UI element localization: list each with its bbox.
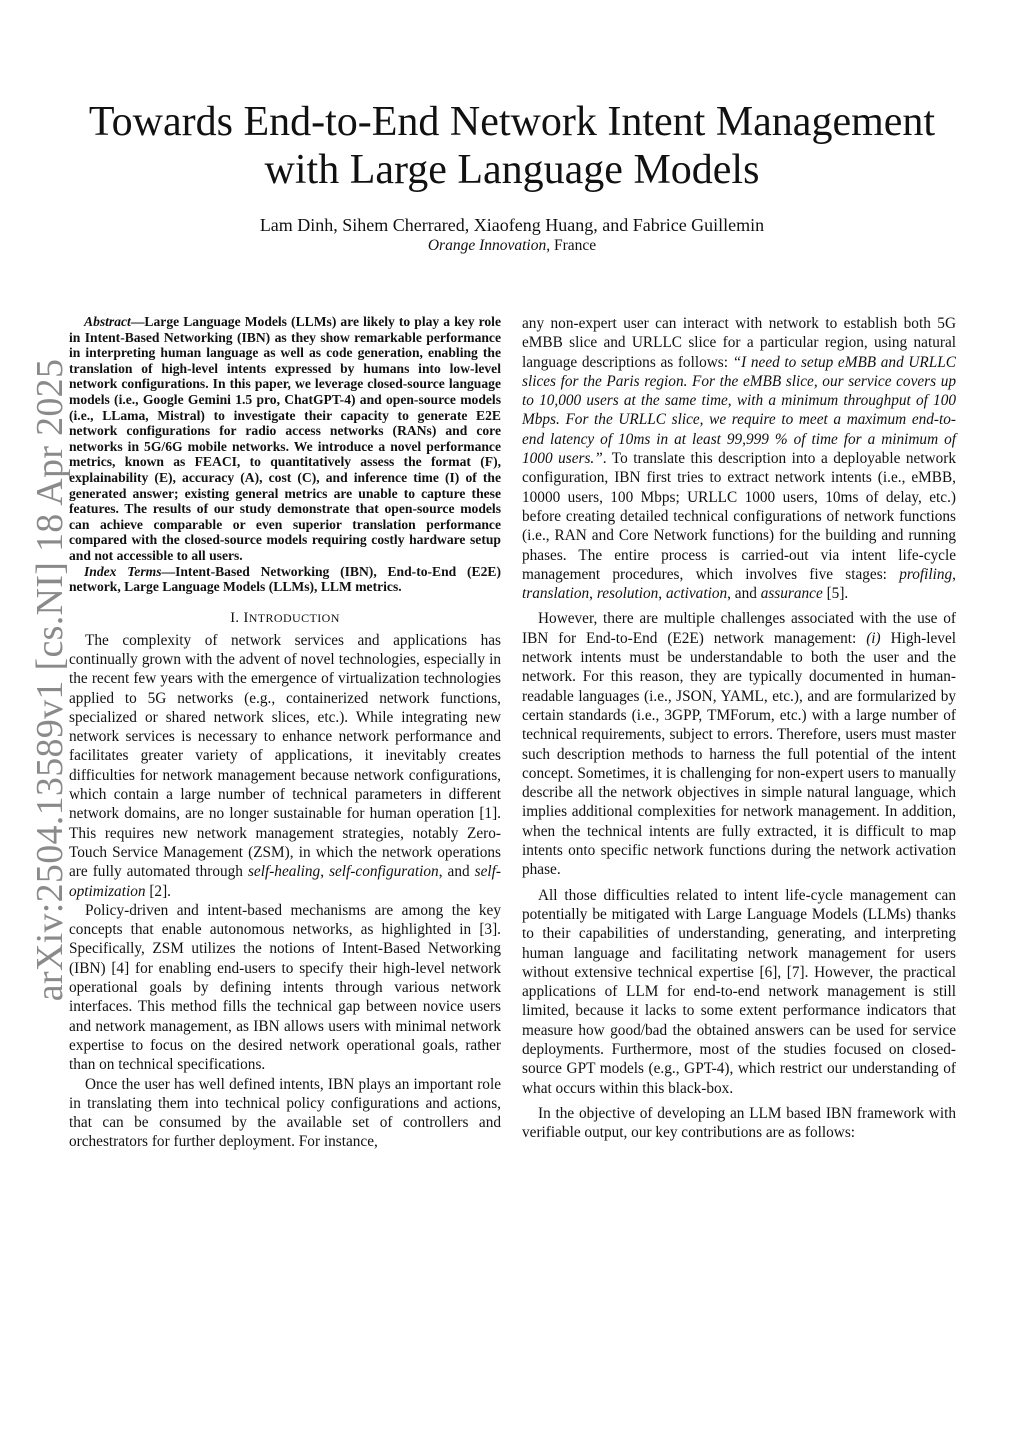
affiliation-org: Orange Innovation xyxy=(427,237,547,254)
section-numeral: I. xyxy=(230,609,244,626)
intro-left-body xyxy=(69,631,501,1152)
p1-emphasis-3: self-optimization xyxy=(69,863,501,900)
p4-end: [5]. xyxy=(822,585,849,603)
section-heading-rest: NTRODUCTION xyxy=(248,610,340,625)
p5-start: However, there are multiple challenges associated with the use of IBN for End-to-End (E2E) network management: xyxy=(522,610,956,647)
stage-translation: translation xyxy=(522,585,590,603)
right-column xyxy=(522,314,956,1142)
intro-paragraph-3: Once the user has well defined intents, IBN plays an important role in translating them into technical policy configurations and actions, that can be consumed by the available set of controllers and orchestrators for further deployment. For instance, xyxy=(69,1075,501,1151)
arxiv-identifier: arXiv:2504.13589v1 [cs.NI] 18 Apr 2025 xyxy=(29,358,71,1002)
stage-activation: activation xyxy=(665,585,728,603)
index-terms-text: —Intent-Based Networking (IBN), End-to-End (E2E) network, Large Language Models (LLMs), LLM metrics. xyxy=(69,563,501,595)
intro-paragraph-5 xyxy=(522,609,956,879)
title-line-1: Towards End-to-End Network Intent Management xyxy=(88,99,936,145)
intro-paragraph-1 xyxy=(69,631,501,901)
abstract-label: Abstract xyxy=(84,314,131,329)
stage-profiling: profiling xyxy=(899,565,953,583)
intro-paragraph-6: All those difficulties related to intent life-cycle management can potentially be mitigated with Large Language Models (LLMs) thanks to their capabilities of understanding, generating, and interpreting human language and facilitating network management for users without extensive technical expertise [6], [7]. However, the practical applications of LLM for end-to-end network management is still limited, because it lacks to some extent performance indicators that measure how good/bad the obtained answers can be used for service deployments. Furthermore, most of the studies focused on closed-source GPT models (e.g., GPT-4), which restrict our understanding of what occurs within this black-box. xyxy=(522,886,956,1097)
intent-example-quote: “I need to setup eMBB and URLLC slices for the Paris region. For the eMBB slice, our service covers up to 10,000 users at the same time, with a minimum throughput of 100 Mbps. For the URLLC slice, we require to meet a maximum end-to-end latency of 10ms in at least 99,999 % of time for a minimum of 1000 users.” xyxy=(522,353,956,468)
p4-mid: . To translate this description into a deployable network configuration, IBN first tries to extract network intents (i.e., eMBB, 10000 users, 100 Mbps; URLLC 1000 users, 10ms of delay, etc.) before creating detailed technical configurations of network functions (i.e., RAN and Core Network functions) for the building and running phases. The entire process is carried-out via intent life-cycle management procedures, which involves five stages: xyxy=(522,450,956,583)
index-terms-label: Index Terms xyxy=(84,563,162,579)
stage-sep: , xyxy=(952,565,956,583)
index-terms xyxy=(69,564,501,595)
title-line-2: with Large Language Models xyxy=(264,147,760,193)
p4-start: any non-expert user can interact with network to establish both 5G eMBB slice and URLLC slice for a particular region, using natural language descriptions as follows: xyxy=(522,315,956,371)
section-heading-initial: I xyxy=(243,609,249,626)
p5-enum: (i) xyxy=(866,629,881,647)
intro-paragraph-4 xyxy=(522,314,956,603)
p1-sep-1: , xyxy=(320,863,330,881)
stage-sep: , and xyxy=(727,585,761,603)
stage-sep: , xyxy=(658,585,666,603)
section-heading-introduction xyxy=(69,609,501,627)
p5-rest: High-level network intents must be understandable to both the user and the network. For this reason, they are typically documented in human-readable languages (i.e., JSON, YAML, etc.), and are formularized by certain standards (i.e., 3GPP, TMForum, etc.) with a large number of technical requirements, subject to errors. Therefore, users must master such description methods to harness the full potential of the intent concept. Sometimes, it is challenging for non-expert users to manually describe all the network objectives in simple natural language, which implies additional complexities for network management. In addition, when the technical intents are fully extracted, it is difficult to map intents onto specific network functions during the network activation phase. xyxy=(522,629,956,879)
stage-assurance: assurance xyxy=(760,585,823,603)
author-list: Lam Dinh, Sihem Cherrared, Xiaofeng Huang, and Fabrice Guillemin xyxy=(259,215,765,235)
p1-emphasis-2: self-configuration xyxy=(329,863,439,881)
p1-end: [2]. xyxy=(145,882,171,900)
affiliation-country: , France xyxy=(546,237,597,254)
intro-paragraph-2: Policy-driven and intent-based mechanisms are among the key concepts that enable autonomous networks, as highlighted in [3]. Specifically, ZSM utilizes the notions of Intent-Based Networking (IBN) [4] for enabling end-users to specify their high-level network operational goals by defining intents through various network interfaces. This method fills the technical gap between novice users and network management, as IBN allows users with minimal network expertise to focus on the desired network operational goals, rather than on technical specifications. xyxy=(69,901,501,1074)
intro-right-body xyxy=(522,314,956,1142)
paper-title xyxy=(40,98,984,194)
abstract-paragraph xyxy=(69,314,501,564)
p1-text: The complexity of network services and applications has continually grown with the advent of novel technologies, especially in the recent few years with the emergence of virtualization technologies applied to 5G networks (e.g., containerized network functions, specialized or shared network slices, etc.). While integrating new network services is necessary to enhance network performance and facilitates greater variety of applications, it inevitably creates difficulties for network management because network configurations, which contain a large number of technical parameters in different network domains, are no longer sustainable for human operation [1]. This requires new network management strategies, notably Zero-Touch Service Management (ZSM), in which the network operations are fully automated through xyxy=(69,631,501,881)
abstract xyxy=(69,314,501,595)
intro-paragraph-7: In the objective of developing an LLM based IBN framework with verifiable output, our key contributions are as follows: xyxy=(522,1104,956,1142)
stage-sep: , xyxy=(589,585,597,603)
left-column xyxy=(69,314,501,1152)
stage-resolution: resolution xyxy=(596,585,659,603)
p1-emphasis-1: self-healing xyxy=(247,863,321,881)
abstract-text: —Large Language Models (LLMs) are likely to play a key role in Intent-Based Networking (IBN) as they show remarkable performance in interpreting human language as well as code generation, enabling the translation of high-level intents expressed by humans into low-level network configurations. In this paper, we leverage closed-source language models (i.e., Google Gemini 1.5 pro, ChatGPT-4) and open-source models (i.e., LLama, Mistral) to investigate their capacity to generate E2E network configurations for radio access networks (RANs) and core networks in 5G/6G mobile networks. We introduce a novel performance metrics, known as FEACI, to quantitatively assess the format (F), explainability (E), accuracy (A), cost (C), and inference time (I) of the generated answer; existing general metrics are unable to capture these features. The results of our study demonstrate that open-source models can achieve comparable or even superior translation performance compared with the closed-source models requiring costly hardware setup and not accessible to all users. xyxy=(69,314,501,563)
affiliation xyxy=(40,236,984,256)
p1-sep-2: , and xyxy=(438,863,475,881)
